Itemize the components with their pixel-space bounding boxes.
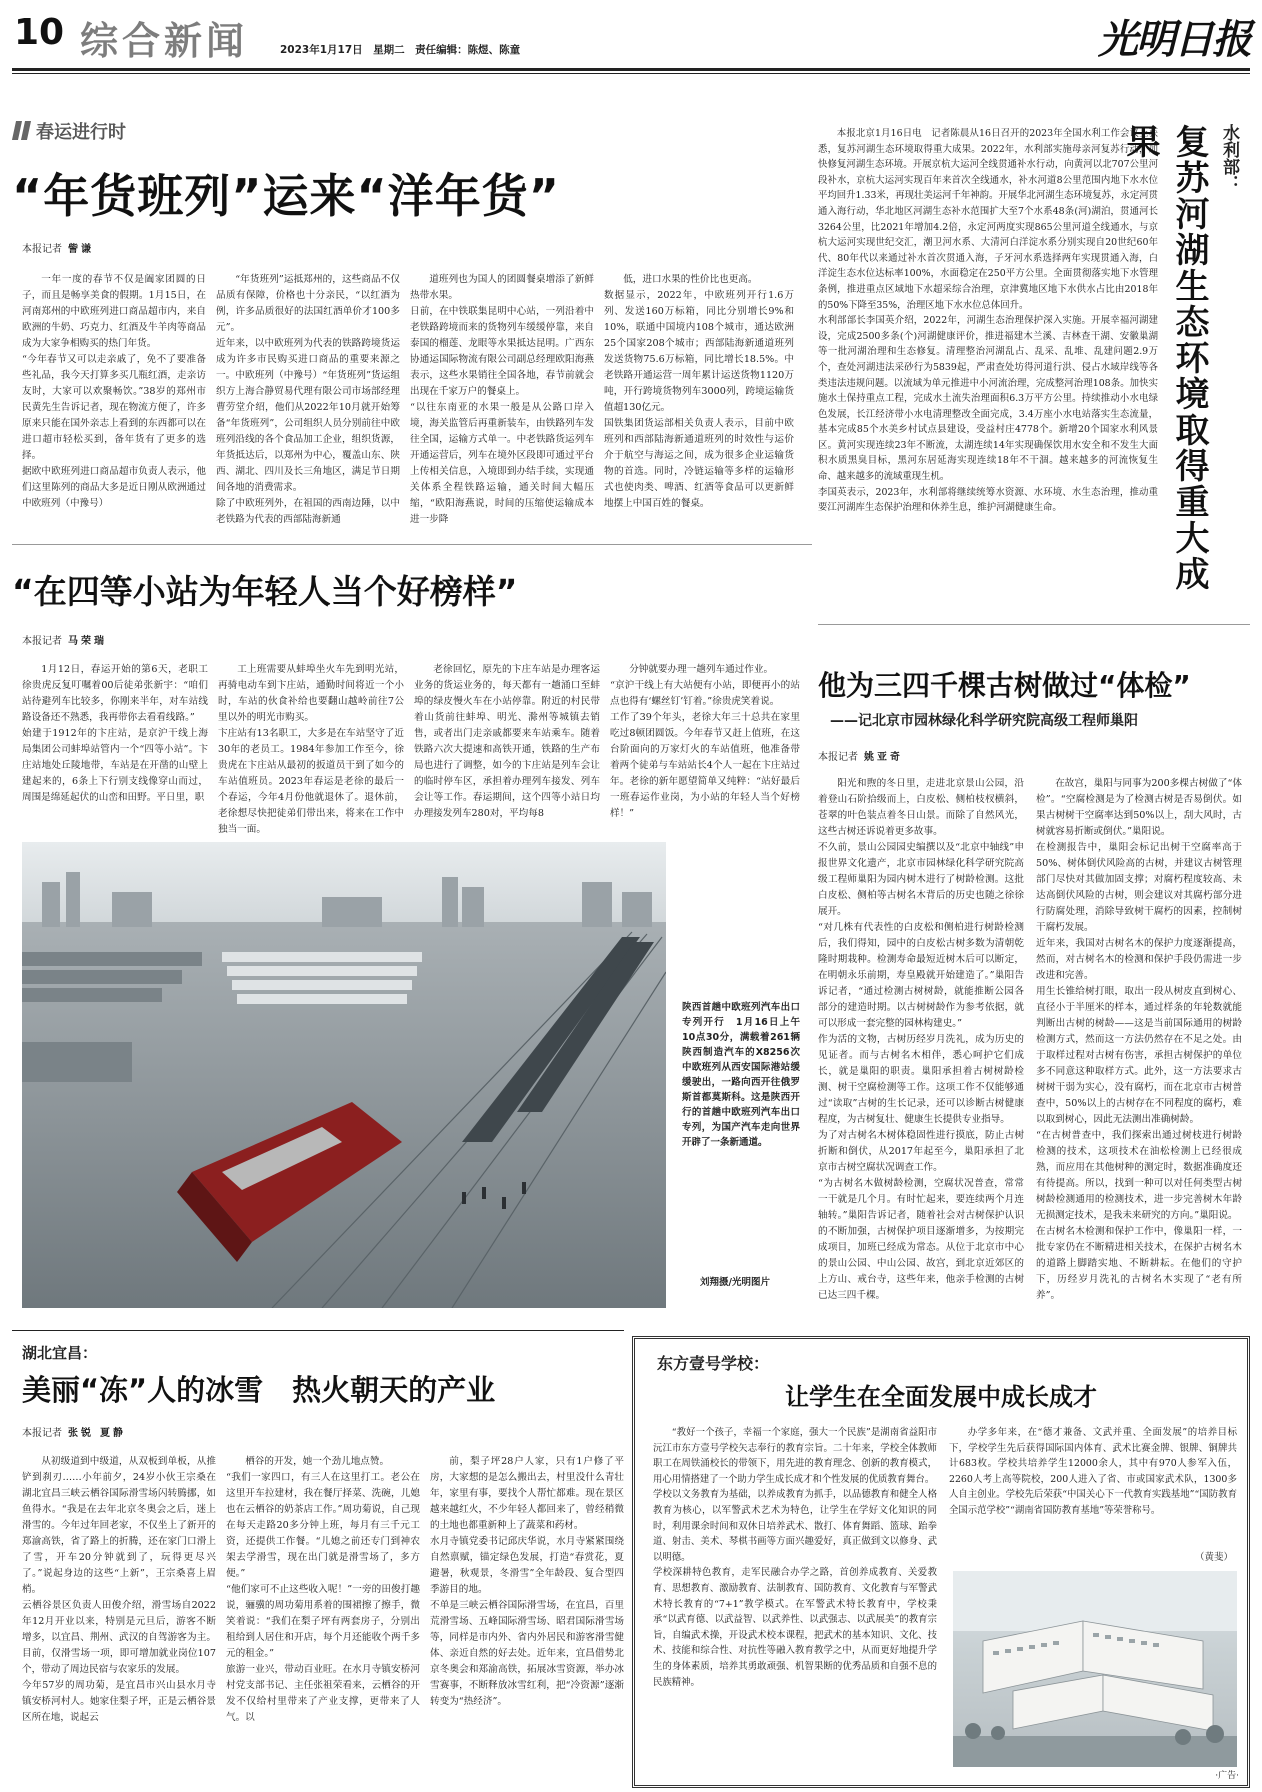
photo-caption: 陕西首趟中欧班列汽车出口专列开行 1月16日上午10点30分，满载着261辆陕西制造汽车的X8256次中欧班列从西安国际港站缓缓驶出，一路向西开往俄罗斯首都莫斯科。这是陕西开行的首趟中欧班列汽车出口专列，为国产汽车走向世界开辟了一条新通道。	[682, 1002, 800, 1148]
article2-col1: 1月12日，春运开始的第6天，老职工徐贵虎反复叮嘱着00后徒弟张新宇：“咱们站待避列车比较多，你刚来半年，对车站线路设备还不熟悉，我再带你去看看线路。” 始建于1912年的卞庄站，是京沪干线上海局集团公司蚌埠站管内一个“四等小站”。卞庄站地处丘陵地带，车站是在开凿的山壁上建起来的，6条上下行别支线像穿山而过，周围是绵延起伏的山峦和田野。平日里，职	[22, 664, 208, 803]
article5-col3: 前，梨子坪28户人家，只有1户修了平房，大家想的是怎么搬出去，村里没什么青壮年，家里有事，要找个人帮忙都难。现在景区越来越红火，不少年轻人都回来了，曾经稍微的土地也都重新种上了蔬菜和药材。 水月寺镇党委书记邱庆华说，水月寺紧紧围绕自然禀赋，锚定绿色发展，打造“春赏花，夏避暑，秋观景，冬滑雪”全年龄段、复合型四季游目的地。 不单是三峡云栖谷国际滑雪场，在宜昌，百里荒滑雪场、五峰国际滑雪场、昭君国际滑雪场等，同样是市内外、省内外居民和游客滑雪健体、亲近自然的好去处。近年来，宜昌借势北京冬奥会和郑渝高铁，拓展冰雪资源，举办冰雪赛事，不断释放冰雪红利，把“冷资源”逐渐转变为“热经济”。	[430, 1456, 624, 1707]
divider	[818, 624, 1250, 625]
section-title: 综合新闻	[80, 19, 249, 63]
article2-col2: 工上班需要从蚌埠坐火车先到明光站，再骑电动车到卞庄站，通勤时间将近一个小时，车站的伙食补给也要翻山越岭前往7公里以外的明光市购买。 卞庄站有13名职工，大多是在车站坚守了近30年的老员工。1984年参加工作至今，徐贵虎在卞庄站从最初的扳道员干到了如今的车站值班员。2023年春运是老徐的最后一个春运，今年4月份他就退休了。退休前，老徐想尽快把徒弟们带出来，将来在工作中独当一面。	[218, 664, 404, 834]
article1-col1: 一年一度的春节不仅是阖家团圆的日子，而且是畅享美食的假期。1月15日，在河南郑州的中欧班列进口商品超市内，来自欧洲的牛奶、巧克力、红酒及牛羊肉等商品成为大家争相购买的热门年货。 “今年春节又可以走亲戚了，免不了要准备些礼品，我今天打算多买几瓶红酒，走亲访友时，大家可以欢聚畅饮。”38岁的郑州市民黄先生告诉记者，现在物流方便了，许多原来只能在国外亲志上看到的东西都可以在进口超市轻松买到，备年货有了更多的选择。 据欧中欧班列进口商品超市负责人表示，他们这里陈列的商品大多是近日刚从欧洲通过中欧班列（中豫号）	[22, 274, 206, 509]
article5-col1: 从初级道到中级道，从双板到单板，从推铲到刹刃……小年前夕，24岁小伙王宗桑在湖北宜昌三峡云栖谷国际滑雪场闪转腾挪，如鱼得水。“我是在去年北京冬奥会之后，迷上滑雪的。今年过年回老家，不仅坐上了新开的郑渝高铁，省了路上的折腾，还在家门口滑上了雪，开车20分钟就到了，玩得更尽兴了。”说起身边的这些“上新”，王宗桑喜上眉梢。 云栖谷景区负责人田俊介绍，滑雪场自2022年12月开业以来，特别是元旦后，游客不断增多，以宜昌、荆州、武汉的自驾游客为主。目前，仅滑雪场一项，即可增加就业岗位107个，带动了周边民宿与农家乐的发展。 今年57岁的周功菊，是宜昌市兴山县水月寺镇安桥河村人。她家住梨子坪，正是云栖谷景区所在地，说起云	[22, 1456, 216, 1723]
reporter-name: 姚亚奇	[864, 752, 903, 763]
article1-col2: “年货班列”运抵郑州的，这些商品不仅品质有保障，价格也十分亲民，“以红酒为例，许多品质很好的法国红酒单价才100多元”。 近年来，以中欧班列为代表的铁路跨境货运成为许多市民购买进口商品的重要来源之一。中欧班列（中豫号）“年货班列”货运组织方上海合静贸易代理有限公司市场部经理曹劳堂介绍，他们从2022年10月就开始筹备“年货班列”，公司组织人员分别前往中欧班列沿线的各个食品加工企业，组织货源，年货抵达后，以郑州为中心，覆盖山东、陕西、湖北、四川及长三角地区，满足节日期间各地的消费需求。 除了中欧班列外，在祖国的西南边陲，以中老铁路为代表的西部陆海新通	[216, 274, 400, 525]
train-photo-illustration	[22, 842, 666, 1308]
page-header	[12, 6, 1250, 68]
ad-col1: “教好一个孩子，幸福一个家庭，强大一个民族”是湖南省益阳市沅江市东方壹号学校矢志奉行的教育宗旨。二十年来，学校全体教师职工在周铁涌校长的带领下，用先进的教育理念、创新的教育模式，用心用情搭建了一个助力学生成长成才和个性发展的优质教育舞台。 学校以文务教育为基础，以养成教育为抓手，以品德教育和健全人格教育为核心，以军警武术艺术为特色，让学生在学好文化知识的同时，利用课余时间和双休日培养武术、散打、体育舞蹈、篮球、跆拳道、射击、美术、琴棋书画等方面兴趣爱好，真正做到文以修身、武以明德。 学校深耕特色教育，走军民融合办学之路，首创养成教育、关爱教育、思想教育、激励教育、法制教育、国防教育、文化教育与军警武术特长教育的“7+1”教学模式。在军警武术特长教育中，学校秉承“以武育德、以武益智、以武养性、以武强志、以武展美”的教育宗旨，自编武术操，开设武术校本课程，把武术的基本知识、文化、技术、技能和综合性、对抗性等融入教育教学之中，从而更好地提升学生的身体素质，培养其勇敢顽强、机智果断的优秀品质和自强不息的民族精神。	[653, 1427, 937, 1688]
byline-2: 本报记者 马荣瑞	[22, 636, 107, 647]
divider	[12, 544, 812, 545]
article1-col3: 道班列也为国人的团圆餐桌增添了新鲜热带水果。 日前，在中铁联集昆明中心站，一列沿着中老铁路跨境而来的货物列车缓缓停靠，来自泰国的榴莲、龙眼等水果抵达昆明。广西东协通运国际物流有限公司副总经理欧阳海燕表示，这些水果销往全国各地，春节前就会出现在千家万户的餐桌上。 “以往东南亚的水果一般是从公路口岸入境，海关监管后再重新装车，由铁路列车发往全国，运输方式单一。中老铁路货运列车开通运营后，列车在境外区段即可通过平台上传相关信息，入境即到办结手续，实现通关体系全程铁路运输，通关时间大幅压缩，“欧阳海燕说，时间的压缩使运输成本进一步降	[410, 274, 594, 525]
photo-credit: 刘翔摄/光明图片	[700, 1277, 770, 1288]
news-photo-freight-train	[22, 842, 666, 1308]
vertical-kicker: 水利部：	[1219, 124, 1239, 192]
byline-1: 本报记者 訾谦	[22, 244, 94, 255]
ad-col2: 办学多年来，在“德才兼备、文武并重、全面发展”的培养目标下，学校学生先后获得国际国内体育、武术比赛金牌、银牌、铜牌共计683枚。学校共培养学生12000余人，其中有970人参军入伍，2260人考上高等院校，200人进入了省、市或国家武术队，1300多人自主创业。学校先后荣获“中国关心下一代教育实践基地”“国防教育全国示范学校”“湖南省国防教育基地”等荣誉称号。	[949, 1427, 1237, 1516]
reporter-name: 夏静	[100, 1428, 126, 1439]
byline-5: 本报记者 张锐 夏静	[22, 1428, 126, 1439]
headline-2: “在四等小站为年轻人当个好榜样”	[12, 572, 518, 611]
kicker-5: 湖北宜昌：	[22, 1344, 98, 1362]
subheadline-4: ——记北京市园林绿化科学研究院高级工程师巢阳	[830, 713, 1138, 729]
byline-4: 本报记者 姚亚奇	[818, 752, 903, 763]
article1-col4: 低，进口水果的性价比也更高。 数据显示，2022年，中欧班列开行1.6万列、发送160万标箱，同比分别增长9%和10%，联通中国境内108个城市，通达欧洲25个国家208个城市；西部陆海新通道班列发送货物75.6万标箱，同比增长18.5%。中老铁路开通运营一周年累计运送货物1120万吨，开行跨境货物列车3000列，跨境运输货值超130亿元。 国铁集团货运部相关负责人表示，目前中欧班列和西部陆海新通道班列的时效性与运价介于航空与海运之间，成为很多企业运输货物的首选。同时，冷链运输等多样的运输形式也使肉类、啤酒、红酒等食品可以更新鲜地摆上中国百姓的餐桌。	[604, 274, 794, 509]
headline-1: “年货班列”运来“洋年货”	[12, 169, 560, 223]
campus-illustration	[953, 1571, 1237, 1767]
column-tag-label: 春运进行时	[36, 122, 126, 143]
page-number: 10	[14, 12, 65, 53]
article2-col3: 老徐回忆，原先的卞庄车站是办理客运业务的货运业务的，每天都有一趟涌口至蚌埠的绿皮慢火车在小站停靠。附近的村民带着山货前往蚌埠、明光、滁州等城镇去销售，或者出门走亲戚都要来车站乘车。随着铁路六次大提速和高铁开通，铁路的生产布局也进行了调整，如今的卞庄站是列车会让的临时停车区，承担着办理列车接发、列车会让等工作。春运期间，这个四等小站日均办理接发列车280对，平均每8	[414, 664, 600, 819]
school-campus-image	[953, 1571, 1237, 1767]
date-line: 2023年1月17日 星期二 责任编辑：陈煜、陈童	[280, 44, 521, 56]
ad-kicker: 东方壹号学校：	[657, 1354, 770, 1373]
ad-author: （黄斐）	[1194, 1552, 1233, 1563]
ad-headline: 让学生在全面发展中成长成才	[785, 1383, 1097, 1411]
vertical-headline: 复苏河湖生态环境取得重大成果	[1120, 124, 1209, 592]
article2-col4: 分钟就要办理一趟列车通过作业。 “京沪干线上有大站便有小站，即便再小的站点也得有‘螺丝钉’钉着。”徐贵虎笑着说。 工作了39个年头，老徐大年三十总共在家里吃过8顿团圆饭。今年春节又赶上值班，在这台阶面向的万家灯火的车站值班，他准备带着两个徒弟与车站站长4个人一起在卞庄站过年。老徐的新年愿望简单又纯粹：“站好最后一班春运作业岗，为小站的年轻人当个好榜样！”	[610, 664, 800, 819]
masthead-logo: 光明日报	[1098, 16, 1250, 63]
article3-text: 本报北京1月16日电 记者陈晨从16日召开的2023年全国水利工作会议上获悉，复苏河湖生态环境取得重大成果。2022年，水利部实施母亲河复苏行动，加快修复河湖生态环境。开展京杭大运河全线贯通补水行动，向黄河以北707公里河段补水，京杭大运河实现百年来首次全线通水，补水河道8公里范围内地下水水位平均回升1.33米，再现壮美运河千年神韵。开展华北河湖生态环境复苏，永定河贯通入海行动，华北地区河湖生态补水范围扩大至7个水系48条(河)湖泊，贯通河长3264公里，比2021年增加4.2倍，永定河两度实现865公里河道全线通水，与京杭大运河实现世纪交汇，潮卫河水系、大清河白洋淀水系分别实现自20世纪60年代、80年代以来通过补水首次贯通入海，子牙河水系选择两年实现贯通入海，白洋淀生态水位达标率100%，水面稳定在250平方公里。全面贯彻落实地下水管理条例，推进重点区域地下水超采综合治理，京津冀地区地下水供水占比由2018年的50%下降至35%，治理区地下水水位总体回升。 水利部部长李国英介绍，2022年，河湖生态治理保护深入实施。开展幸福河湖建设，完成2500多条(个)河湖健康评价，推进福建木兰溪、吉林查干湖、安徽巢湖等一批河湖治理和生态修复。清理整治河湖乱占、乱采、乱堆、乱建问题2.9万个，查处河湖违法采砂行为5839起，严肃查处坊得河道行洪、侵占水域岸线等各类违法违规问题。以流域为单元推进中小河流治理，完成整河治理108条。加快实施水土保持重点工程，完成水土流失治理面积6.3万平方公里。持续推动小水电绿色发展，长江经济带小水电清理整改全面完成，3.4万座小水电站落实生态流量，基本完成85个水美乡村试点县建设，受益村庄4778个。新增20个国家水利风景区。黄河实现连续23年不断流，太湖连续14年实现确保饮用水安全和不发生大面积水质黑臭目标，黑河东居延海实现连续18年不干涸。越来越多的河流恢复生命、越来越多的流域重现生机。 李国英表示，2023年，水利部将继续统筹水资源、水环境、水生态治理，推动重要江河湖库生态保护治理和休养生息，维护河湖健康生命。	[818, 128, 1158, 514]
ad-label: ·广告·	[1213, 1768, 1241, 1781]
header-rule	[12, 68, 1250, 71]
reporter-name: 马荣瑞	[68, 636, 107, 647]
header-rule-thin	[12, 73, 1250, 74]
reporter-name: 张锐	[68, 1428, 94, 1439]
reporter-name: 訾谦	[68, 244, 94, 255]
advertisement-box	[632, 1336, 1250, 1788]
divider	[12, 1330, 624, 1331]
headline-4: 他为三四千棵古树做过“体检”	[818, 669, 1191, 702]
article4-col1: 阳光和煦的冬日里，走进北京景山公园，沿着登山石阶拾级而上，白皮松、侧柏枝杈横斜，苍翠的叶色装点着冬日山景。而除了自然风光，这些古树还诉说着更多故事。 不久前，景山公园园史编撰以及“北京中轴线”申报世界文化遗产，北京市园林绿化科学研究院高级工程师巢阳为园内树木进行了树龄检测。这批白皮松、侧柏等古树名木背后的历史也随之徐徐展开。 “对几株有代表性的白皮松和侧柏进行树龄检测后，我们得知，园中的白皮松古树多数为清朝乾隆时期栽种。检测寿命最短近树木后可以断定，在明朝永乐前期，寿皇殿就开始建造了。”巢阳告诉记者，“通过检测古树树龄，就能推断公园各部分的建造时期。以古树树龄作为参考依据，就可以形成一套完整的园林构建史。” 作为活的文物，古树历经岁月洗礼，成为历史的见证者。而与古树名木相伴，悉心呵护它们成长，就是巢阳的职责。巢阳承担着古树树龄检测、树干空腐检测等工作。这项工作不仅能够通过“读取”古树的生长记录，还可以诊断古树健康程度，为古树复壮、健康生长提供专业指导。 为了对古树名木树体稳固性进行摸底，防止古树折断和倒伏，从2017年起至今，巢阳承担了北京市古树空腐状况调查工作。 “为古树名木做树龄检测，空腐状况普查，常常一干就是几个月。有时忙起来，要连续两个月连轴转。”巢阳告诉记者，随着社会对古树保护认识的不断加强，古树保护项目逐渐增多，为按期完成项目，加班已经成为常态。从位于北京市中心的景山公园、中山公园、故宫，到北京近郊区的上方山、戒台寺，这些年来，他亲手检测的古树已达三四千棵。	[818, 778, 1024, 1301]
tag-marker-icon	[21, 121, 31, 140]
article5-col2: 栖谷的开发，她一个劲儿地点赞。 “我们一家四口，有三人在这里打工。老公在这里开车拉建材，我在餐厅择菜、洗碗，儿媳也在云栖谷的奶茶店工作。”周功菊说，自己现在每天走路20多分钟上班，每月有三千元工资，还提供工作餐。“儿媳之前还专门到神农架去学滑雪，现在出门就是滑雪场了，多方便。” “他们家可不止这些收入呢！”一旁的田俊打趣说，骊骥的周功菊用系着的围裙擦了擦手，微笑着说：“我们在梨子坪有两套房子，分别出租给到人居住和开店，每个月还能收个两千多元的租金。” 旅游一业兴，带动百业旺。在水月寺镇安桥河村党支部书记、主任张祖荣看来，云栖谷的开发不仅给村里带来了产业支撑，更带来了人气。以	[226, 1456, 420, 1723]
headline-5: 美丽“冻”人的冰雪 热火朝天的产业	[22, 1373, 496, 1407]
article4-col2: 在故宫，巢阳与同事为200多棵古树做了“体检”。“空腐检测是为了检测古树是否易倒伏。如果古树树干空腐率达到50%以上，刮大风时，古树就容易折断或倒伏。”巢阳说。 在检测报告中，巢阳会标记出树干空腐率高于50%、树体倒伏风险高的古树，并建议古树管理部门尽快对其做加固支撑；对腐朽程度较高、未达高倒伏风险的古树，则会建议对其腐朽部分进行防腐处理，消除导致树干腐朽的因素，控制树干腐朽发展。 近年来，我国对古树名木的保护力度逐渐提高，然而，对古树名木的检测和保护手段仍需进一步改进和完善。 用生长锥给树打眼，取出一段从树皮直到树心、直径小于半厘米的样本，通过样条的年轮数就能判断出古树的树龄——这是当前国际通用的树龄检测方式，然而这一方法仍然存在不足之处。由于取样过程对古树有伤害，承担古树保护的单位多不同意这种取样方式。此外，这一方法要求古树树干弱为实心，没有腐朽，而在北京市古树普查中，50%以上的古树存在不同程度的腐朽，难以取到树心，因此无法测出准确树龄。 “在古树普查中，我们探索出通过树枝进行树龄检测的技术，这项技术在油松检测上已经很成熟，而应用在其他树种的测定时，数据准确度还有待提高。所以，找到一种可以对任何类型古树树龄检测通用的检测技术，进一步完善树木年龄无损测定技术，是我未来研究的方向。”巢阳说。 在古树名木检测和保护工作中，像巢阳一样，一批专家仍在不断精进相关技术，在保护古树名木的道路上脚踏实地、不断耕耘。在他们的守护下，历经岁月洗礼的古树名木实现了“老有所养”。	[1036, 778, 1242, 1301]
